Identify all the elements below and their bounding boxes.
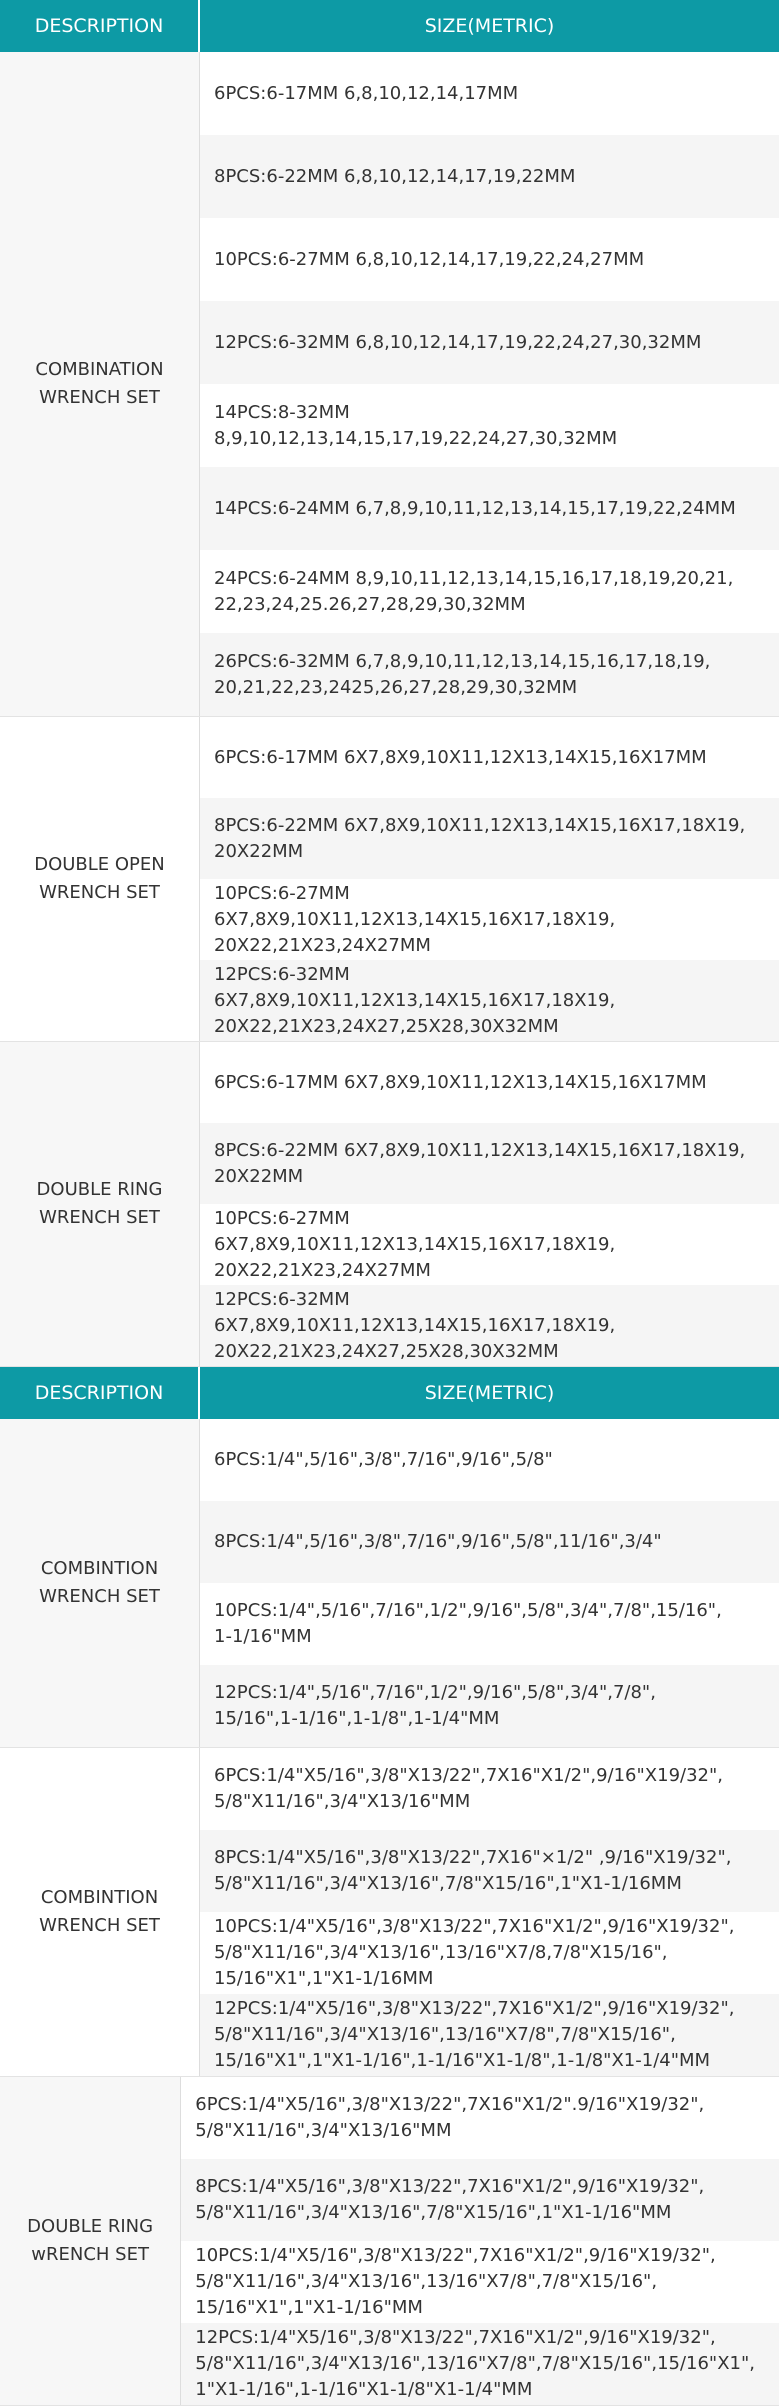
size-row: 10PCS:1/4",5/16",7/16",1/2",9/16",5/8",3/4",7/8",15/16", 1-1/16"MM xyxy=(214,1600,722,1647)
size-row: 12PCS:1/4"X5/16",3/8"X13/22",7X16"X1/2",9/16"X19/32", 5/8"X11/16",3/4"X13/16",13/16"X7/8",7/8"X15/16",15/16"X1", 1"X1-1/16",1-1/16"X1-1/8"X1-1/4"MM xyxy=(181,2323,779,2405)
size-rows xyxy=(200,1042,779,1366)
size-row: 6PCS:1/4",5/16",3/8",7/16",9/16",5/8" xyxy=(214,1449,553,1470)
size-rows xyxy=(200,1419,779,1747)
size-row: 10PCS:6-27MM 6,8,10,12,14,17,19,22,24,27MM xyxy=(214,248,645,270)
size-row: 12PCS:6-32MM 6X7,8X9,10X11,12X13,14X15,16X17,18X19, 20X22,21X23,24X27,25X28,30X32MM xyxy=(200,960,779,1041)
size-rows xyxy=(200,52,779,716)
group-description: COMBINTION WRENCH SET xyxy=(0,1748,200,2076)
size-row: 8PCS:1/4"X5/16",3/8"X13/22",7X16"×1/2" ,9/16"X19/32", 5/8"X11/16",3/4"X13/16",7/8"X15/16",1"X1-1/16MM xyxy=(200,1830,779,1912)
size-row: 26PCS:6-32MM 6,7,8,9,10,11,12,13,14,15,16,17,18,19, 20,21,22,23,2425,26,27,28,29,30,32MM xyxy=(200,633,779,716)
size-row: 8PCS:1/4"X5/16",3/8"X13/22",7X16"X1/2",9/16"X19/32", 5/8"X11/16",3/4"X13/16",7/8"X15/16",1"X1-1/16"MM xyxy=(181,2159,779,2241)
wrench-set-group xyxy=(0,1419,779,1748)
header-description: DESCRIPTION xyxy=(0,0,200,52)
size-row: 10PCS:6-27MM 6X7,8X9,10X11,12X13,14X15,16X17,18X19, 20X22,21X23,24X27MM xyxy=(214,1207,616,1281)
size-row: 8PCS:6-22MM 6,8,10,12,14,17,19,22MM xyxy=(200,135,779,218)
wrench-set-group xyxy=(0,52,779,717)
group-description: COMBINATION WRENCH SET xyxy=(0,52,200,716)
size-row: 14PCS:8-32MM 8,9,10,12,13,14,15,17,19,22,24,27,30,32MM xyxy=(214,401,618,449)
size-row: 6PCS:1/4"X5/16",3/8"X13/22",7X16"X1/2".9/16"X19/32", 5/8"X11/16",3/4"X13/16"MM xyxy=(195,2094,705,2141)
spec-table-2 xyxy=(0,1367,779,2406)
size-row: 10PCS:1/4"X5/16",3/8"X13/22",7X16"X1/2",9/16"X19/32", 5/8"X11/16",3/4"X13/16",13/16"X7/8,7/8"X15/16", 15/16"X1",1"X1-1/16MM xyxy=(214,1916,735,1989)
wrench-set-group xyxy=(0,1042,779,1367)
size-row: 6PCS:6-17MM 6X7,8X9,10X11,12X13,14X15,16X17MM xyxy=(214,746,707,768)
header-description: DESCRIPTION xyxy=(0,1367,200,1419)
header-size: SIZE(METRIC) xyxy=(424,15,555,37)
wrench-set-group xyxy=(0,1748,779,2077)
group-description: DOUBLE RING wRENCH SET xyxy=(0,2077,181,2405)
size-row: 10PCS:1/4"X5/16",3/8"X13/22",7X16"X1/2",9/16"X19/32", 5/8"X11/16",3/4"X13/16",13/16"X7/8",7/8"X15/16", 15/16"X1",1"X1-1/16"MM xyxy=(195,2245,716,2318)
size-row: 8PCS:6-22MM 6X7,8X9,10X11,12X13,14X15,16X17,18X19, 20X22MM xyxy=(200,798,779,879)
size-row: 8PCS:6-22MM 6X7,8X9,10X11,12X13,14X15,16X17,18X19, 20X22MM xyxy=(200,1123,779,1204)
size-row: 14PCS:6-24MM 6,7,8,9,10,11,12,13,14,15,17,19,22,24MM xyxy=(200,467,779,550)
wrench-set-group xyxy=(0,2077,779,2406)
size-row: 10PCS:6-27MM 6X7,8X9,10X11,12X13,14X15,16X17,18X19, 20X22,21X23,24X27MM xyxy=(214,882,616,956)
size-row: 24PCS:6-24MM 8,9,10,11,12,13,14,15,16,17,18,19,20,21, 22,23,24,25.26,27,28,29,30,32MM xyxy=(214,567,734,615)
size-row: 8PCS:1/4",5/16",3/8",7/16",9/16",5/8",11/16",3/4" xyxy=(200,1501,779,1583)
size-row: 12PCS:6-32MM 6,8,10,12,14,17,19,22,24,27,30,32MM xyxy=(200,301,779,384)
group-description: COMBINTION WRENCH SET xyxy=(0,1419,200,1747)
size-rows xyxy=(181,2077,779,2405)
table-header xyxy=(0,1367,779,1419)
size-row: 12PCS:6-32MM 6X7,8X9,10X11,12X13,14X15,16X17,18X19, 20X22,21X23,24X27,25X28,30X32MM xyxy=(200,1285,779,1366)
group-description: DOUBLE RING WRENCH SET xyxy=(0,1042,200,1366)
size-rows xyxy=(200,717,779,1041)
size-row: 12PCS:1/4",5/16",7/16",1/2",9/16",5/8",3/4",7/8", 15/16",1-1/16",1-1/8",1-1/4"MM xyxy=(200,1665,779,1747)
size-rows xyxy=(200,1748,779,2076)
wrench-set-group xyxy=(0,717,779,1042)
size-row: 6PCS:6-17MM 6X7,8X9,10X11,12X13,14X15,16X17MM xyxy=(214,1071,707,1093)
header-size: SIZE(METRIC) xyxy=(424,1382,555,1404)
size-row: 12PCS:1/4"X5/16",3/8"X13/22",7X16"X1/2",9/16"X19/32", 5/8"X11/16",3/4"X13/16",13/16"X7/8",7/8"X15/16", 15/16"X1",1"X1-1/16",1-1/16"X1-1/8",1-1/8"X1-1/4"MM xyxy=(200,1994,779,2076)
table-header xyxy=(0,0,779,52)
size-row: 6PCS:1/4"X5/16",3/8"X13/22",7X16"X1/2",9/16"X19/32", 5/8"X11/16",3/4"X13/16"MM xyxy=(214,1765,723,1812)
size-row: 6PCS:6-17MM 6,8,10,12,14,17MM xyxy=(214,82,519,104)
group-description: DOUBLE OPEN WRENCH SET xyxy=(0,717,200,1041)
